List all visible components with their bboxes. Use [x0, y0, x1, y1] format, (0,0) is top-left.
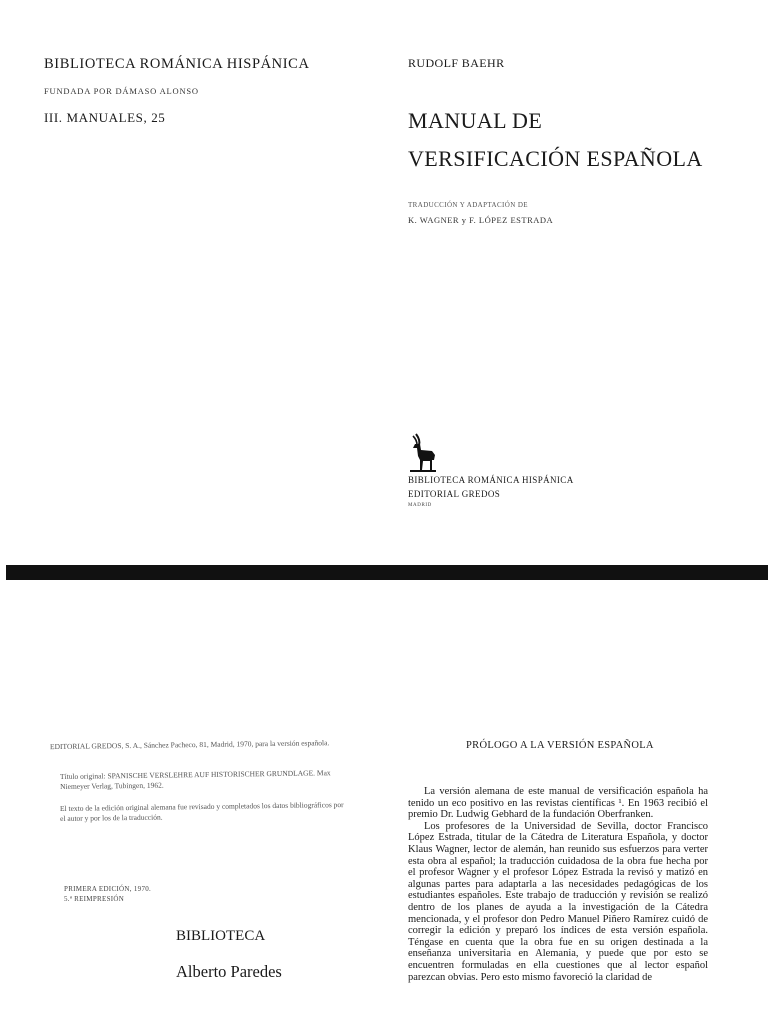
prologue-paragraph-1: La versión alemana de este manual de versificación española ha tenido un eco positivo en las revistas científicas ¹. En 1963 recibió el premio Dr. Ludwig Gebhard de la fundación Oberfranken.: [408, 786, 708, 821]
translators: K. WAGNER y F. LÓPEZ ESTRADA: [408, 215, 554, 225]
book-title-line2: VERSIFICACIÓN ESPAÑOLA: [408, 146, 703, 171]
series-founder: FUNDADA POR DÁMASO ALONSO: [44, 86, 199, 96]
library-stamp-line2: Alberto Paredes: [176, 962, 282, 981]
scan-divider-bar: [6, 565, 768, 580]
prologue-paragraph-2: Los profesores de la Universidad de Sevilla, doctor Francisco López Estrada, titular de la Cátedra de Literatura Española, y doctor Klaus Wagner, lector de alemán, han reunido sus esfuerzos para verter esta obra al español; la traducción cuidadosa de la obra fue hecha por el profesor Wagner y el profesor López Estrada la revisó y matizó en algunas partes para adaptarla a las necesidades pedagógicas de los estudiantes españoles. Este trabajo de traducción y revisión se realizó dentro de los planes de ayuda a la investigación de la Cátedra mencionada, y el profesor don Pedro Manuel Piñero Ramírez cuidó de corregir la edición y preparó los índices de esta versión española. Téngase en cuenta que la obra fue en su origen destinada a la enseñanza universitaria en Alemania, y puede que por esto se encuentren formuladas en ella cuestiones que al lector español parezcan obvias. Pero esto mismo favoreció la claridad de: [408, 820, 708, 983]
publisher-city: MADRID: [408, 503, 432, 508]
publisher-name: EDITORIAL GREDOS: [408, 489, 501, 499]
series-title: BIBLIOTECA ROMÁNICA HISPÁNICA: [44, 56, 310, 72]
edition-info: [64, 884, 151, 904]
publisher-series: BIBLIOTECA ROMÁNICA HISPÁNICA: [408, 475, 574, 485]
edition-line2: 5.ª REIMPRESIÓN: [64, 895, 125, 903]
library-stamp-line1: BIBLIOTECA: [176, 928, 266, 944]
gazelle-icon: [408, 432, 438, 472]
translation-label: TRADUCCIÓN Y ADAPTACIÓN DE: [408, 201, 528, 209]
prologue-heading: PRÓLOGO A LA VERSIÓN ESPAÑOLA: [466, 740, 654, 751]
original-title-note: Título original: SPANISCHE VERSLEHRE AUF HISTORISCHER GRUNDLAGE. Max Niemeyer Verlag, Tubingen, 1962.: [59, 768, 331, 792]
revision-note: El texto de la edición original alemana fue revisado y completados los datos bibliográficos por el autor y por los de la traducción.: [59, 800, 344, 824]
edition-line1: PRIMERA EDICIÓN, 1970.: [64, 885, 152, 893]
series-number: III. MANUALES, 25: [44, 110, 166, 125]
book-title-line1: MANUAL DE: [408, 108, 543, 133]
prologue-body: [408, 786, 708, 983]
copyright-notice: EDITORIAL GREDOS, S. A., Sánchez Pacheco, 81, Madrid, 1970, para la versión española.: [49, 738, 330, 752]
author-name: RUDOLF BAEHR: [408, 56, 505, 70]
